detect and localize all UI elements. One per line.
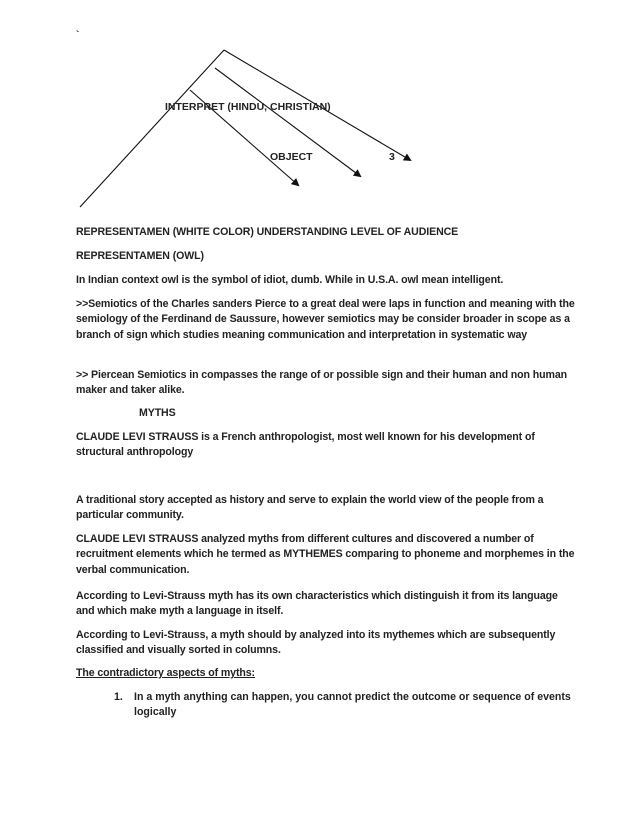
representamen-owl: REPRESENTAMEN (OWL) <box>76 250 204 262</box>
semiotics-pierce-paragraph: >>Semiotics of the Charles sanders Pierce to a great deal were laps in function and meaning with the semiology of the Ferdinand de Saussure, however semiotics may be consider broader in scope as a branch of sign which studies meaning communication and interpretation in systematic way <box>76 298 575 341</box>
myth-characteristics-paragraph: According to Levi-Strauss myth has its own characteristics which distinguish it from its language and which make myth a language in itself. <box>76 590 558 618</box>
representamen-white-color: REPRESENTAMEN (WHITE COLOR) UNDERSTANDING LEVEL OF AUDIENCE <box>76 226 459 238</box>
stray-mark: ` <box>76 30 80 41</box>
diagram-long-diagonal <box>80 50 224 207</box>
mythemes-paragraph: CLAUDE LEVI STRAUSS analyzed myths from different cultures and discovered a number of recruitment elements which he termed as MYTHEMES comparing to phoneme and morphemes in the verbal communication. <box>76 533 575 576</box>
levi-strauss-intro-paragraph: CLAUDE LEVI STRAUSS is a French anthropologist, most well known for his development of structural anthropology <box>76 431 535 459</box>
contradictory-aspects-heading: The contradictory aspects of myths: <box>76 667 255 679</box>
owl-context-paragraph: In Indian context owl is the symbol of idiot, dumb. While in U.S.A. owl mean intelligent. <box>76 274 504 286</box>
object-label: OBJECT <box>270 151 313 163</box>
list-item-number: 1. <box>114 691 123 703</box>
traditional-story-paragraph: A traditional story accepted as history and serve to explain the world view of the people from a particular community. <box>76 494 544 522</box>
number-label: 3 <box>389 151 395 163</box>
myth-analysis-paragraph: According to Levi-Strauss, a myth should by analyzed into its mythemes which are subsequently classified and visually sorted in columns. <box>76 629 556 657</box>
myths-heading: MYTHS <box>139 407 176 419</box>
interpret-label: INTERPRET (HINDU, CHRISTIAN) <box>165 101 331 113</box>
list-item-text: In a myth anything can happen, you cannot predict the outcome or sequence of events logically <box>134 691 571 719</box>
piercean-semiotics-paragraph: >> Piercean Semiotics in compasses the range of or possible sign and their human and non human maker and taker alike. <box>76 369 567 397</box>
